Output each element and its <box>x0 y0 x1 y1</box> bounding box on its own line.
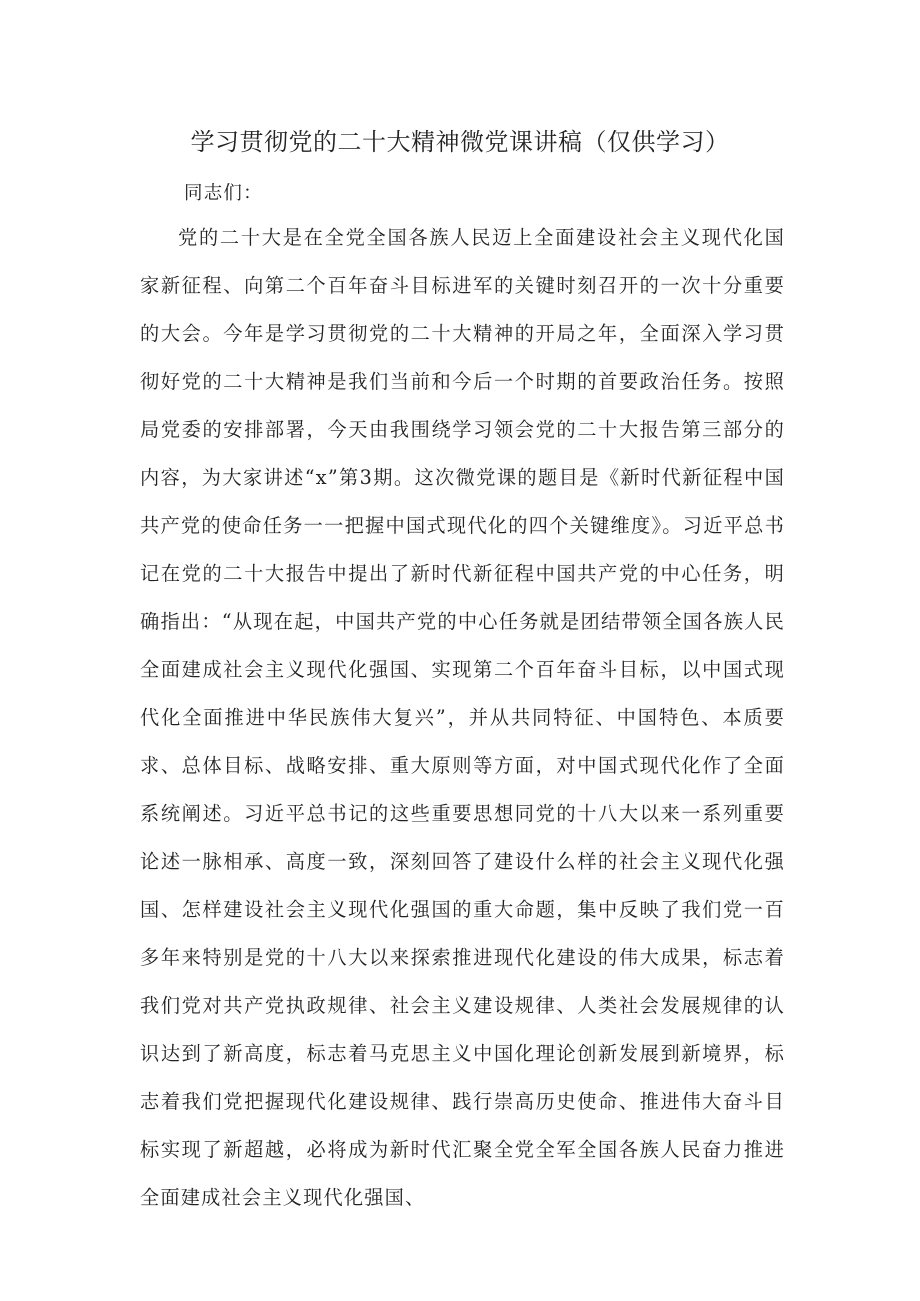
body-paragraph: 党的二十大是在全党全国各族人民迈上全面建设社会主义现代化国家新征程、向第二个百年奋斗目标进军的关键时刻召开的一次十分重要的大会。今年是学习贯彻党的二十大精神的开局之年，全面深入学习贯彻好党的二十大精神是我们当前和今后一个时期的首要政治任务。按照局党委的安排部署，今天由我围绕学习领会党的二十大报告第三部分的内容，为大家讲述“x”第3期。这次微党课的题目是《新时代新征程中国共产党的使命任务一一把握中国式现代化的四个关键维度》。习近平总书记在党的二十大报告中提出了新时代新征程中国共产党的中心任务，明确指出：“从现在起，中国共产党的中心任务就是团结带领全国各族人民全面建成社会主义现代化强国、实现第二个百年奋斗目标，以中国式现代化全面推进中华民族伟大复兴”，并从共同特征、中国特色、本质要求、总体目标、战略安排、重大原则等方面，对中国式现代化作了全面系统阐述。习近平总书记的这些重要思想同党的十八大以来一系列重要论述一脉相承、高度一致，深刻回答了建设什么样的社会主义现代化强国、怎样建设社会主义现代化强国的重大命题，集中反映了我们党一百多年来特别是党的十八大以来探索推进现代化建设的伟大成果，标志着我们党对共产党执政规律、社会主义建设规律、人类社会发展规律的认识达到了新高度，标志着马克思主义中国化理论创新发展到新境界，标志着我们党把握现代化建设规律、践行崇高历史使命、推进伟大奋斗目标实现了新超越，必将成为新时代汇聚全党全军全国各族人民奋力推进全面建成社会主义现代化强国、 <box>140 226 785 1209</box>
salutation: 同志们： <box>184 183 263 204</box>
document-title: 学习贯彻党的二十大精神微党课讲稿（仅供学习） <box>190 128 730 156</box>
